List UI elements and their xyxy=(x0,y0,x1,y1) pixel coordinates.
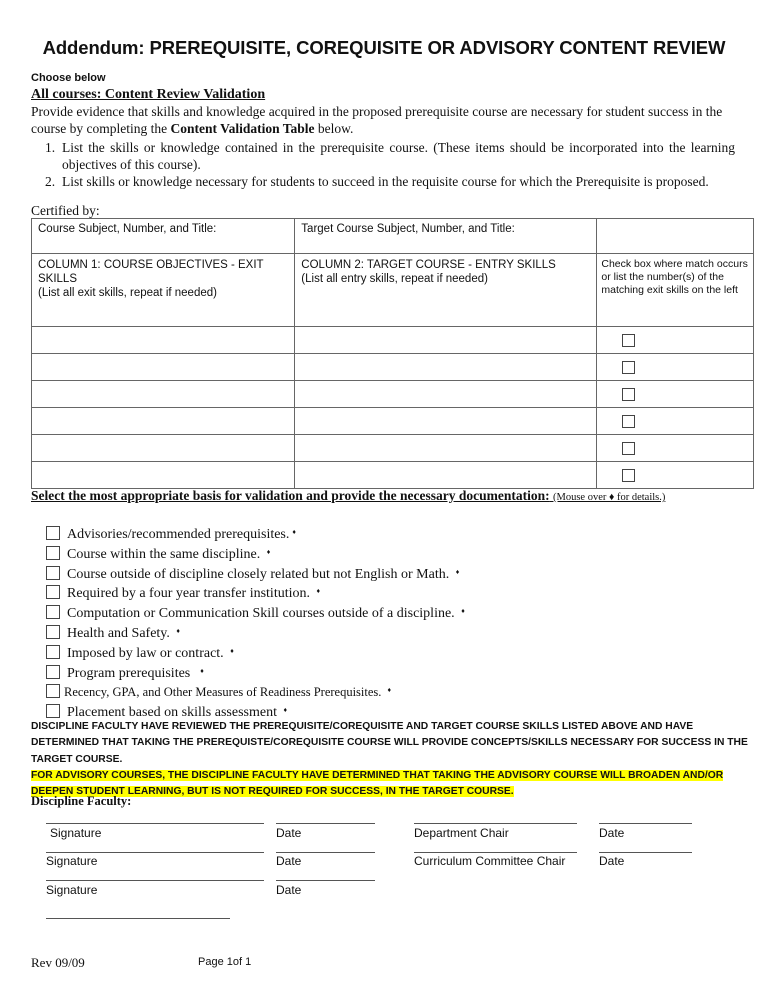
curriculum-chair-label: Curriculum Committee Chair xyxy=(414,854,566,868)
instruction-steps xyxy=(45,139,735,190)
exit-skill-cell[interactable] xyxy=(32,354,295,381)
signature-label: Signature xyxy=(50,826,102,840)
step-item xyxy=(45,139,735,173)
basis-option-label: Health and Safety. xyxy=(67,625,170,641)
basis-checkbox[interactable] xyxy=(46,566,60,580)
signature-label: Signature xyxy=(46,854,98,868)
basis-note: (Mouse over ♦ for details.) xyxy=(553,492,666,503)
basis-checkbox[interactable] xyxy=(46,625,60,639)
column1-title: COLUMN 1: COURSE OBJECTIVES - EXIT SKILLS xyxy=(38,259,264,285)
match-cell xyxy=(597,354,754,381)
date-label: Date xyxy=(276,854,302,868)
basis-option xyxy=(46,544,465,564)
date-label: Date xyxy=(599,826,625,840)
entry-skill-cell[interactable] xyxy=(295,408,597,435)
info-diamond-icon[interactable]: ♦ xyxy=(455,567,460,576)
certified-by-label: Certified by: xyxy=(31,203,100,218)
column-header-row xyxy=(32,254,754,327)
discipline-faculty-label: Discipline Faculty: xyxy=(31,794,132,808)
intro-bold: Content Validation Table xyxy=(170,121,315,136)
match-checkbox[interactable] xyxy=(622,388,635,401)
basis-checkbox[interactable] xyxy=(46,704,60,718)
date-label: Date xyxy=(599,854,625,868)
column1-header xyxy=(32,254,295,327)
basis-checkbox[interactable] xyxy=(46,585,60,599)
match-checkbox[interactable] xyxy=(622,415,635,428)
info-diamond-icon[interactable]: ♦ xyxy=(283,706,288,715)
document-title: Addendum: PREREQUISITE, COREQUISITE OR ADVISORY CONTENT REVIEW xyxy=(42,37,726,58)
entry-skill-cell[interactable] xyxy=(295,435,597,462)
intro-text: Provide evidence that skills and knowledge acquired in the proposed prerequisite course are necessary for student success in the course by completing the xyxy=(31,104,723,136)
basis-option xyxy=(46,583,465,603)
step-text: List skills or knowledge necessary for students to succeed in the requisite course for which the Prerequisite is proposed. xyxy=(62,174,709,189)
basis-checkbox[interactable] xyxy=(46,645,60,659)
advisory-statement-highlighted: FOR ADVISORY COURSES, THE DISCIPLINE FACULTY HAVE DETERMINED THAT TAKING THE ADVISORY COURSE WILL BROADEN AND/OR DEEPEN STUDENT LEARNING, BUT IS NOT REQUIRED FOR SUCCESS, IN THE TARGET COURSE. xyxy=(31,769,724,798)
department-chair-label: Department Chair xyxy=(414,826,509,840)
column3-header: Check box where match occurs or list the number(s) of the matching exit skills on the left xyxy=(597,254,754,327)
intro-paragraph xyxy=(31,103,731,137)
course-title-label: Course Subject, Number, and Title: xyxy=(38,223,217,235)
date-line[interactable] xyxy=(599,823,692,824)
statement-text: DISCIPLINE FACULTY HAVE REVIEWED THE PREREQUISITE/COREQUISITE AND TARGET COURSE SKILLS LISTED ABOVE AND HAVE DETERMINED THAT TAKING THE PREREQUISTE/COREQUISITE COURSE WILL PROVIDE CONCEPTS/SKILLS NECESSARY FOR SUCCESS IN THE TARGET COURSE. xyxy=(31,721,748,765)
basis-option-label: Imposed by law or contract. xyxy=(67,645,224,661)
signature-label: Signature xyxy=(46,883,98,897)
basis-option xyxy=(46,603,465,623)
table-row xyxy=(32,435,754,462)
basis-option-label: Required by a four year transfer institution. xyxy=(67,586,310,602)
basis-option xyxy=(46,623,465,643)
basis-options xyxy=(46,524,465,722)
basis-option-label: Placement based on skills assessment xyxy=(67,705,277,721)
basis-option-label: Course within the same discipline. xyxy=(67,546,261,562)
table-row xyxy=(32,381,754,408)
info-diamond-icon[interactable]: ♦ xyxy=(387,686,392,695)
info-diamond-icon[interactable]: ♦ xyxy=(461,607,465,616)
info-diamond-icon[interactable]: ♦ xyxy=(200,666,204,675)
basis-option-label: Course outside of discipline closely related but not English or Math. xyxy=(67,566,450,582)
info-diamond-icon[interactable]: ♦ xyxy=(316,587,321,596)
info-diamond-icon[interactable]: ♦ xyxy=(292,528,296,536)
match-cell xyxy=(597,435,754,462)
match-checkbox[interactable] xyxy=(622,442,635,455)
column2-header xyxy=(295,254,597,327)
basis-option-label: Computation or Communication Skill courses outside of a discipline. xyxy=(67,606,455,622)
entry-skill-cell[interactable] xyxy=(295,381,597,408)
column2-title: COLUMN 2: TARGET COURSE - ENTRY SKILLS xyxy=(301,259,556,271)
exit-skill-cell[interactable] xyxy=(32,327,295,354)
intro-text-end: below. xyxy=(314,121,354,136)
table-row xyxy=(32,408,754,435)
date-label: Date xyxy=(276,883,302,897)
basis-option xyxy=(46,524,465,544)
date-line[interactable] xyxy=(276,880,375,881)
target-course-title-cell[interactable] xyxy=(295,219,597,254)
basis-checkbox[interactable] xyxy=(46,526,60,540)
exit-skill-cell[interactable] xyxy=(32,462,295,489)
step-item xyxy=(45,173,735,190)
department-chair-line[interactable] xyxy=(414,823,577,824)
choose-below-label: Choose below xyxy=(31,72,106,84)
column1-subtitle: (List all exit skills, repeat if needed) xyxy=(38,287,217,299)
curriculum-chair-line[interactable] xyxy=(414,852,577,853)
match-cell xyxy=(597,327,754,354)
basis-option xyxy=(46,663,465,683)
basis-option-label: Recency, GPA, and Other Measures of Readiness Prerequisites. xyxy=(64,685,382,700)
course-title-cell[interactable] xyxy=(32,219,295,254)
match-checkbox[interactable] xyxy=(622,361,635,374)
date-line[interactable] xyxy=(599,852,692,853)
table-row xyxy=(32,462,754,489)
table-row xyxy=(32,354,754,381)
entry-skill-cell[interactable] xyxy=(295,354,597,381)
info-diamond-icon[interactable]: ♦ xyxy=(266,547,271,556)
course-row xyxy=(32,219,754,254)
basis-option-label: Program prerequisites xyxy=(67,665,191,681)
entry-skill-cell[interactable] xyxy=(295,327,597,354)
basis-option-label: Advisories/recommended prerequisites. xyxy=(67,527,290,542)
date-line[interactable] xyxy=(276,852,375,853)
match-cell xyxy=(597,462,754,489)
date-line[interactable] xyxy=(276,823,375,824)
page-number: Page 1of 1 xyxy=(198,956,252,968)
signature-line[interactable] xyxy=(46,852,264,853)
exit-skill-cell[interactable] xyxy=(32,381,295,408)
basis-option xyxy=(46,643,465,663)
column2-subtitle: (List all entry skills, repeat if needed) xyxy=(301,273,488,285)
target-course-title-label: Target Course Subject, Number, and Title: xyxy=(301,223,515,235)
signature-line[interactable] xyxy=(46,823,264,824)
signature-line[interactable] xyxy=(46,880,264,881)
basis-checkbox[interactable] xyxy=(46,546,60,560)
basis-checkbox[interactable] xyxy=(46,684,60,698)
entry-skill-cell[interactable] xyxy=(295,462,597,489)
basis-option xyxy=(46,682,465,702)
basis-checkbox[interactable] xyxy=(46,605,60,619)
empty-cell xyxy=(597,219,754,254)
exit-skill-cell[interactable] xyxy=(32,408,295,435)
info-diamond-icon[interactable]: ♦ xyxy=(230,646,234,655)
basis-heading xyxy=(31,488,665,504)
match-checkbox[interactable] xyxy=(622,469,635,482)
step-number: 2. xyxy=(45,174,56,189)
step-number: 1. xyxy=(45,140,56,155)
match-checkbox[interactable] xyxy=(622,334,635,347)
match-cell xyxy=(597,381,754,408)
basis-heading-text: Select the most appropriate basis for validation and provide the necessary documentation: xyxy=(31,488,550,503)
section-heading: All courses: Content Review Validation xyxy=(31,87,266,102)
basis-option xyxy=(46,564,465,584)
date-label: Date xyxy=(276,826,302,840)
faculty-statement xyxy=(31,719,751,800)
content-validation-table xyxy=(31,218,754,489)
blank-line[interactable] xyxy=(46,918,230,919)
revision-label: Rev 09/09 xyxy=(31,955,85,970)
match-cell xyxy=(597,408,754,435)
step-text: List the skills or knowledge contained in the prerequisite course. (These items should be incorporated into the learning objectives of this course). xyxy=(62,140,735,172)
basis-checkbox[interactable] xyxy=(46,665,60,679)
info-diamond-icon[interactable]: ♦ xyxy=(176,626,180,635)
table-row xyxy=(32,327,754,354)
exit-skill-cell[interactable] xyxy=(32,435,295,462)
